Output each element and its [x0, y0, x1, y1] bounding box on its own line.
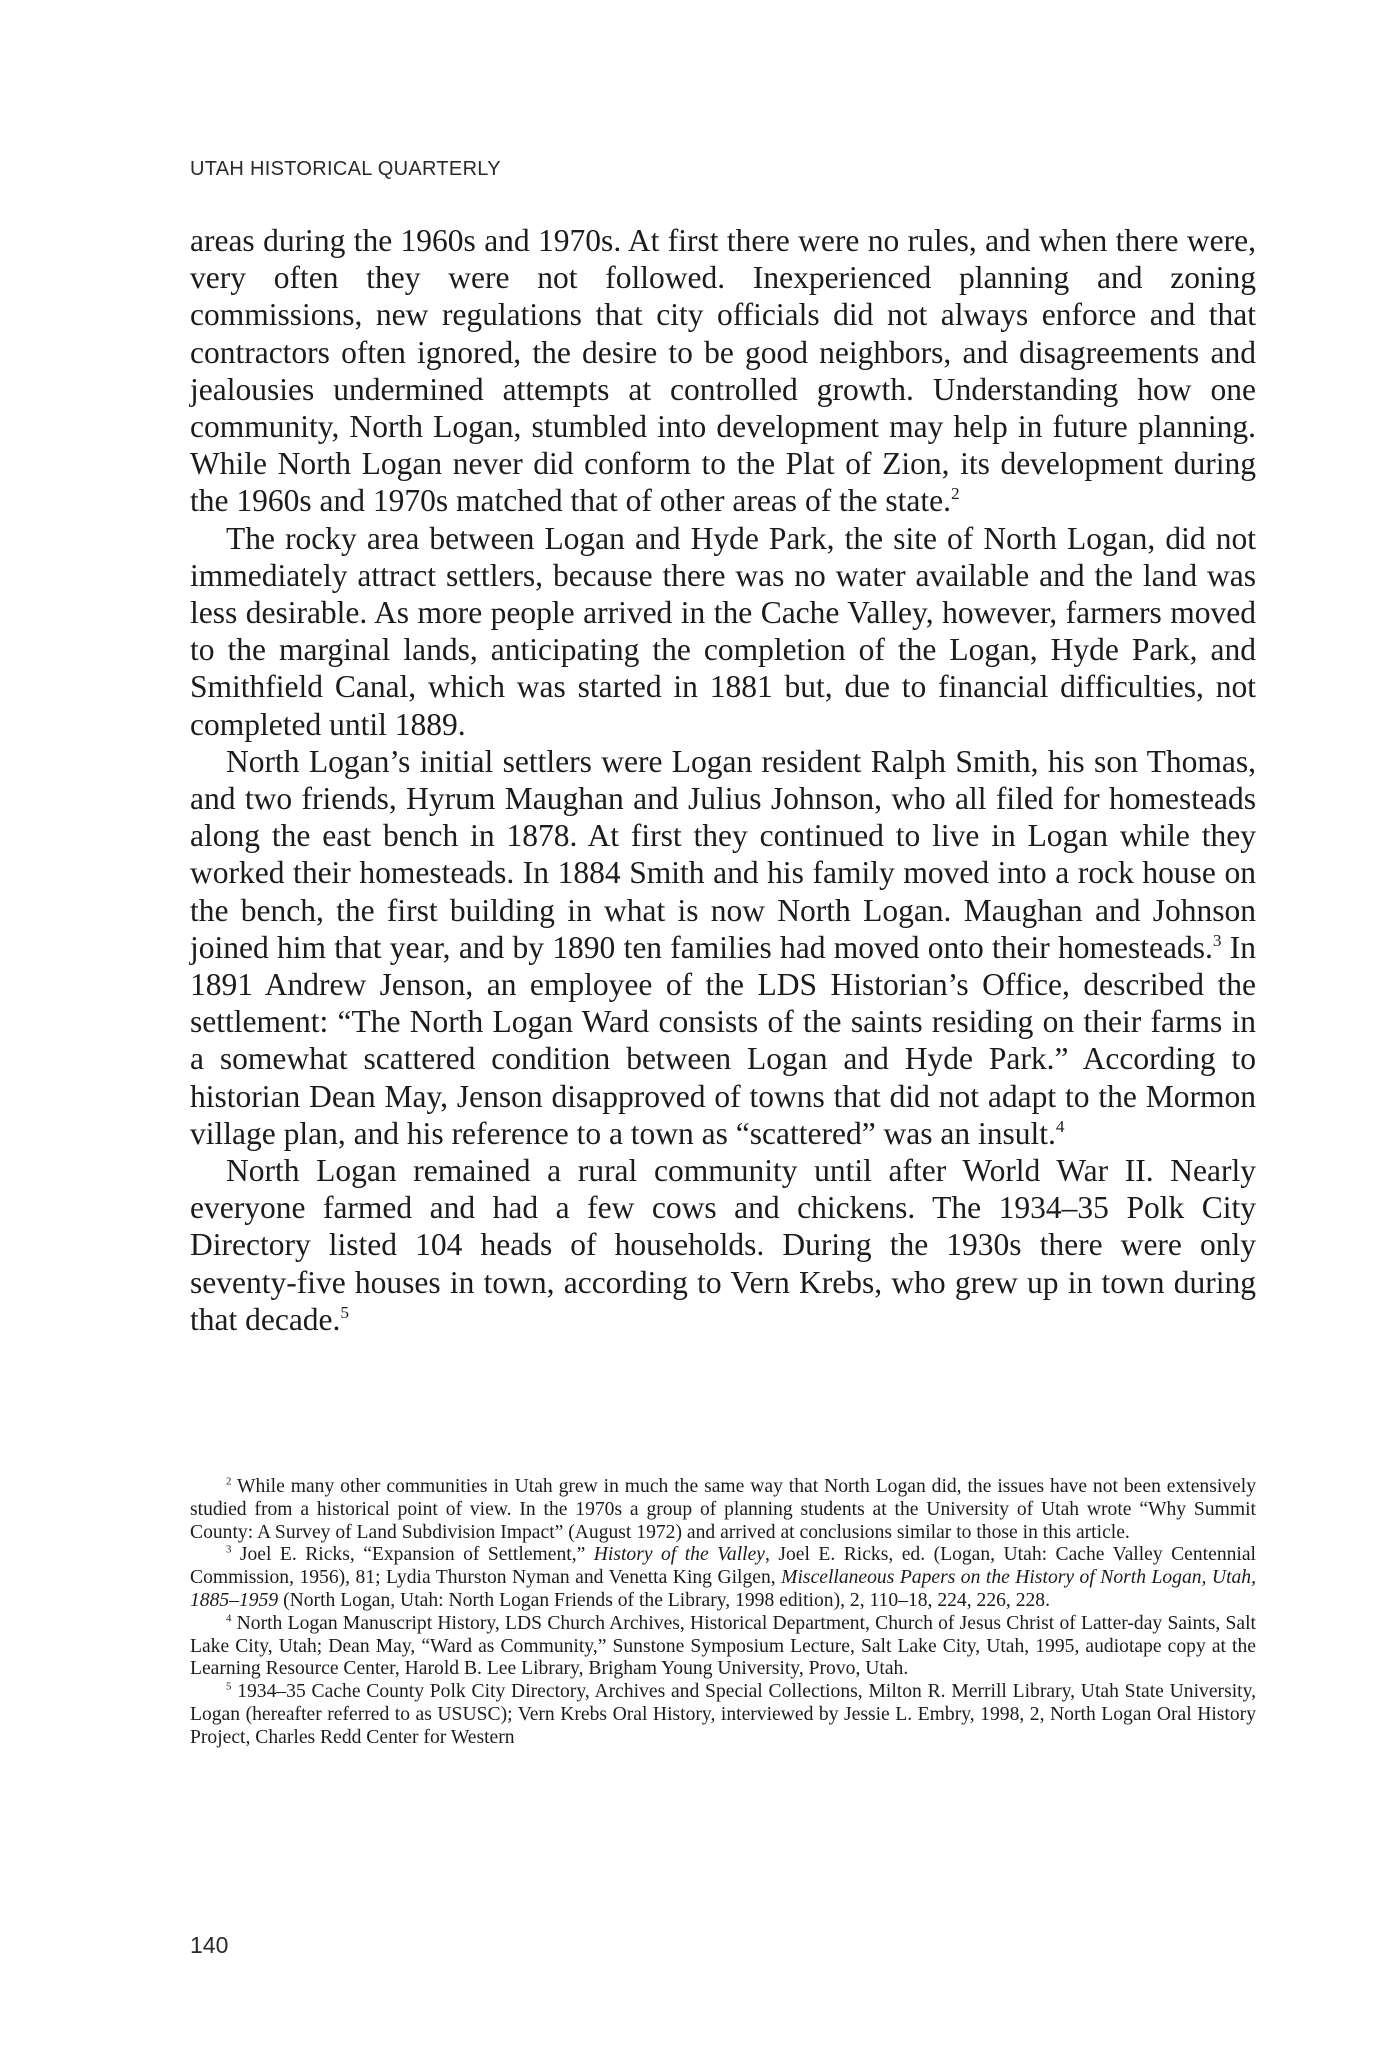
paragraph-text: North Logan remained a rural community until after World War II. Nearly everyone farmed and had a few cows and chickens. The 1934–35 Polk City Directory listed 104 heads of households. During the 1930s there were only seventy-five houses in town, according to Vern Krebs, who grew up in town during that decade.	[190, 1153, 1256, 1337]
paragraph-text: areas during the 1960s and 1970s. At first there were no rules, and when there were, very often they were not followed. Inexperienced planning and zoning commissions, new regulations that city officials did not always enforce and that contractors often ignored, the desire to be good neighbors, and disagreements and jealousies undermined attempts at controlled growth. Understanding how one community, North Logan, stumbled into development may help in future planning. While North Logan never did conform to the Plat of Zion, its development during the 1960s and 1970s matched that of other areas of the state.	[190, 223, 1256, 519]
footnote-number: 2	[226, 1475, 232, 1488]
footnote-ref-3[interactable]: 3	[1212, 930, 1222, 950]
footnote-ref-2[interactable]: 2	[951, 484, 960, 504]
paragraph-3	[190, 743, 1256, 1152]
footnote-text: , Joel E. Ricks, ed. (Logan, Utah: Cache Valley Centennial Commission, 1956), 81; Lydia Thurston Nyman and Venetta King Gilgen,	[190, 1544, 1256, 1589]
footnote-number: 5	[226, 1680, 232, 1693]
footnote-3	[190, 1544, 1256, 1612]
page-number: 140	[190, 1932, 229, 1958]
footnote-number: 4	[226, 1612, 232, 1625]
footnote-2	[190, 1476, 1256, 1544]
paragraph-1	[190, 222, 1256, 520]
footnote-4	[190, 1613, 1256, 1681]
footnote-title: History of the Valley	[593, 1544, 765, 1566]
footnote-text: Joel E. Ricks, “Expansion of Settlement,”	[239, 1544, 594, 1566]
footnote-text: (North Logan, Utah: North Logan Friends of the Library, 1998 edition), 2, 110–18, 224, 226, 228.	[278, 1589, 1051, 1611]
footnote-ref-4[interactable]: 4	[1055, 1116, 1065, 1136]
paragraph-2	[190, 520, 1256, 743]
paragraph-text: In 1891 Andrew Jenson, an employee of the LDS Historian’s Office, described the settlement: “The North Logan Ward consists of the saints residing on their farms in a somewhat scattered condition between Logan and Hyde Park.” According to historian Dean May, Jenson disapproved of towns that did not adapt to the Mormon village plan, and his reference to a town as “scattered” was an insult.	[190, 929, 1256, 1151]
footnote-text: 1934–35 Cache County Polk City Directory, Archives and Special Collections, Milton R. Merrill Library, Utah State University, Logan (hereafter referred to as USUSC); Vern Krebs Oral History, interviewed by Jessie L. Embry, 1998, 2, North Logan Oral History Project, Charles Redd Center for Western	[190, 1681, 1256, 1748]
running-head: UTAH HISTORICAL QUARTERLY	[190, 158, 501, 180]
paragraph-text: The rocky area between Logan and Hyde Park, the site of North Logan, did not immediately attract settlers, because there was no water available and the land was less desirable. As more people arrived in the Cache Valley, however, farmers moved to the marginal lands, anticipating the completion of the Logan, Hyde Park, and Smithfield Canal, which was started in 1881 but, due to financial difficulties, not completed until 1889.	[190, 520, 1256, 742]
footnotes	[190, 1476, 1256, 1750]
footnote-title: Miscellaneous Papers on the History of North Logan, Utah, 1885–1959	[190, 1567, 1257, 1611]
body-text	[190, 222, 1256, 1338]
footnote-5	[190, 1681, 1256, 1749]
footnote-ref-5[interactable]: 5	[340, 1302, 350, 1322]
paragraph-4	[190, 1152, 1256, 1338]
footnote-number: 3	[226, 1543, 232, 1556]
paragraph-text: North Logan’s initial settlers were Logan resident Ralph Smith, his son Thomas, and two friends, Hyrum Maughan and Julius Johnson, who all filed for homesteads along the east bench in 1878. At first they continued to live in Logan while they worked their homesteads. In 1884 Smith and his family moved into a rock house on the bench, the first building in what is now North Logan. Maughan and Johnson joined him that year, and by 1890 ten families had moved onto their homesteads.	[190, 743, 1256, 965]
footnote-text: North Logan Manuscript History, LDS Church Archives, Historical Department, Church of Jesus Christ of Latter-day Saints, Salt Lake City, Utah; Dean May, “Ward as Community,” Sunstone Symposium Lecture, Salt Lake City, Utah, 1995, audiotape copy at the Learning Resource Center, Harold B. Lee Library, Brigham Young University, Provo, Utah.	[190, 1612, 1256, 1680]
footnote-text: While many other communities in Utah grew in much the same way that North Logan did, the issues have not been extensively studied from a historical point of view. In the 1970s a group of planning students at the University of Utah wrote “Why Summit County: A Survey of Land Subdivision Impact” (August 1972) and arrived at conclusions similar to those in this article.	[190, 1476, 1256, 1543]
